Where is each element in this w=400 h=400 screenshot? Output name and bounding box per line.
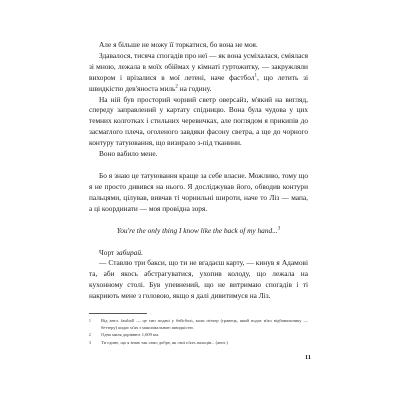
footnote-item (89, 340, 308, 347)
footnote-ref[interactable]: 3 (277, 226, 281, 232)
song-quote: You're the only thing I know like the back of my hand...$^3$ (116, 225, 281, 235)
page-number: 11 (304, 354, 311, 361)
footnote-text: Одна миля дорівнює 1,609 км. (101, 332, 160, 338)
paragraph: Але я більше не можу її торкатися, бо вона не моя. (99, 40, 258, 49)
footnote-ref[interactable]: 1 (254, 73, 258, 79)
footnote-text: Ти єдине, що я знаю так само добре, як свої п'ять пальців... (англ.) (101, 339, 229, 345)
footnote-number: 1 (89, 319, 91, 323)
footnote-ref[interactable]: 2 (175, 84, 178, 90)
paragraph: — Ставлю три бакси, що ти не вгадаєш карту, — кинув я Адамові та, аби якось абстрагуватися, ухопив колоду, що лежала на кухонному столі. Був упевнений, що не витримаю спогадів і ті накриють мене з головою, якщо я далі дивитимуся на Ліз. (89, 258, 308, 301)
paragraph: Чорт забирай. (99, 247, 143, 257)
footnotes (89, 318, 308, 347)
paragraph: Здавалося, тисяча спогадів про неї — як вона усміхалася, сміялася зі мною, лежала в моїх обіймах у кімнаті гуртожитку, — закружляли вихором і врізалися в мої летені, наче фастбол$^1$, що летить зі швидкістю дев'яноста миль$^2$ на годину. (89, 50, 309, 93)
footnote-item (89, 332, 308, 339)
footnote-divider (89, 313, 147, 314)
footnote-item (89, 318, 308, 331)
main-text (89, 40, 308, 302)
paragraph: На ній був просторий чорний светр оверсайз, м'який на вигляд, спереду заправлений у картату спідницю. Вона була чудова у цих темних колготках і стильних черевичках, але поглядом я прикипів до засмаглого плеча, оголеного завдяки фасону светра, а ще до чорного контуру татуювання, що визирало з-під тканини. (89, 94, 308, 148)
paragraph: Воно вабило мене. (99, 149, 158, 159)
paragraph: Бо я знаю це татуювання краще за себе власне. Можливо, тому що я не просто дивився на нього. Я досліджував його, обводив контури пальцями, цілував, вивчав ті чорнильні широти, наче то Ліз — мапа, а ці координати — моя провідна зоря. (89, 170, 308, 213)
footnote-number: 3 (89, 340, 91, 345)
footnote-text: Від англ. fastball — це тип подачі у бейсболі, коли пітчер (гравець, який подає м'яч відбивальнику — беттеру) кидає м'яч з максимальною швидкістю. (101, 318, 308, 330)
footnote-number: 2 (89, 333, 91, 338)
